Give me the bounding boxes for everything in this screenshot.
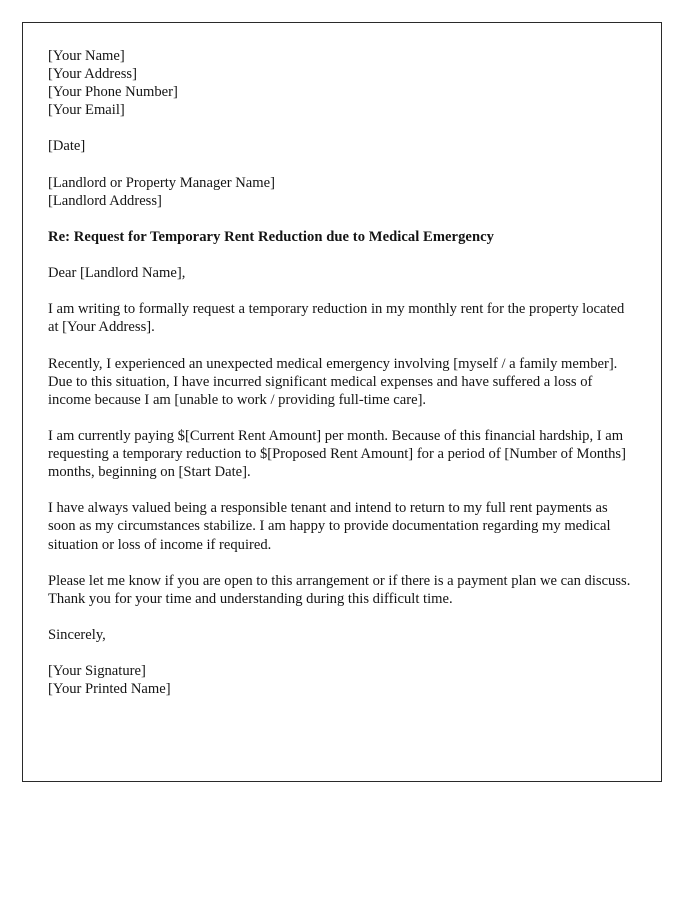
body-paragraph-4: I have always valued being a responsible tenant and intend to return to my full rent payments as soon as my circumstances stabilize. I am happy to provide documentation regarding my medical situation or loss of income if required. [48,500,611,553]
sender-email-line: [Your Email] [48,102,125,119]
closing-salutation: Sincerely, [48,627,106,643]
body-paragraph-1: I am writing to formally request a temporary reduction in my monthly rent for the property located at [Your Address]. [48,301,625,336]
body-paragraph-2: Recently, I experienced an unexpected medical emergency involving [myself / a family member]. Due to this situation, I have incurred significant medical expenses and have suffered a loss of income because I am [unable to work / providing full-time care]. [48,355,618,408]
document-page-frame [22,22,662,782]
printed-name-line: [Your Printed Name] [48,681,171,698]
body-paragraph-3: I am currently paying $[Current Rent Amount] per month. Because of this financial hardship, I am requesting a temporary reduction to $[Proposed Rent Amount] for a period of [Number of Months] months, beginning on [Start Date]. [48,427,626,481]
signature-line: [Your Signature] [48,663,146,680]
sender-address-line: [Your Address] [48,66,137,83]
recipient-name-line: [Landlord or Property Manager Name] [48,174,275,191]
date-line: [Date] [48,138,86,155]
sender-address-block [48,47,635,119]
subject-line: Re: Request for Temporary Rent Reduction due to Medical Emergency [48,228,494,245]
recipient-address-block [48,174,635,210]
sender-name-line: [Your Name] [48,48,125,64]
signature-block [48,662,635,698]
body-paragraph-5: Please let me know if you are open to this arrangement or if there is a payment plan we can discuss. Thank you for your time and understanding during this difficult time. [48,572,631,607]
recipient-address-line: [Landlord Address] [48,192,162,209]
date-block [48,137,635,155]
salutation: Dear [Landlord Name], [48,265,186,282]
sender-phone-line: [Your Phone Number] [48,84,178,101]
letter-body [48,47,635,698]
